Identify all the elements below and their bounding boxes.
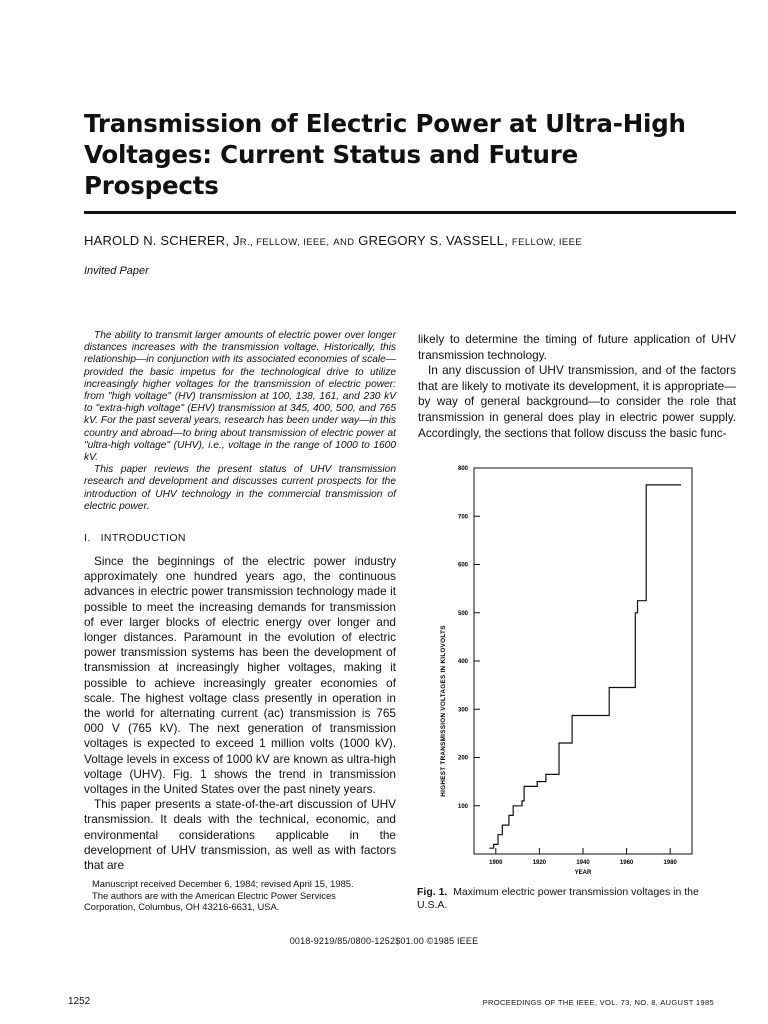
body-paragraph: In any discussion of UHV transmission, and of the factors that are likely to motivate its development, it is appropriate—by way of general background—to consider the role that transmission in general does play in electric power supply. Accordingly, the sections that follow discuss the basic func- [418,363,736,440]
chart-axes [474,468,692,854]
chart-ticks [458,466,678,866]
x-tick-label: 1920 [532,860,547,866]
figure-caption [417,886,717,911]
abstract-paragraph: The ability to transmit larger amounts of electric power over longer distances increases with the transmission voltage. Historically, this relationship—in conjunction with its associated economies of scale—provided the basic impetus for the technological drive to utilize increasingly higher voltages for the transmission of electric power: from "high voltage" (HV) transmission at 100, 138, 161, and 230 kV to "extra-high voltage" (EHV) transmission at 345, 400, 500, and 765 kV. For the past several years, research has been under way—in this country and abroad—to bring about transmission of electric power at "ultra-high voltage" (UHV), i.e., voltage in the range of 1000 to 1600 kV. [84,330,396,464]
figure-1-chart [440,464,710,884]
introduction-body [84,554,396,873]
y-tick-label: 300 [457,707,468,714]
author-line [84,233,582,248]
footnote-line: Manuscript received December 6, 1984; revised April 15, 1985. [92,878,354,889]
body-paragraph: Since the beginnings of the electric power industry approximately one hundred years ago, the continuous advances in electric power transmission technology made it possible to meet the increasing demands for transmission of ever larger blocks of electric energy over longer and longer distances. Paramount in the evolution of electric power transmission systems has been the development of transmission at increasingly higher voltages, making it possible to achieve increasingly greater economies of scale. The highest voltage class presently in operation in the world for alternating current (ac) transmission is 765 000 V (765 kV). The next generation of transmission voltages is expected to exceed 1 million volts (1000 kV). Voltage levels in excess of 1000 kV are known as ultra-high voltage (UHV). Fig. 1 shows the trend in transmission voltages in the United States over the past ninety years. [84,554,396,797]
figure-label: Fig. 1. [417,886,448,898]
journal-citation: PROCEEDINGS OF THE IEEE, VOL. 73, NO. 8, AUGUST 1985 [482,998,714,1007]
y-tick-label: 800 [457,466,468,472]
right-column-body [418,332,736,441]
y-tick-label: 600 [457,562,468,569]
section-title: INTRODUCTION [100,532,186,544]
y-tick-label: 500 [457,610,468,617]
section-heading [84,532,186,544]
author-and: AND [333,237,355,248]
y-tick-label: 100 [457,803,468,810]
y-axis-label: HIGHEST TRANSMISSION VOLTAGES IN KILOVOLTS [440,625,447,797]
footnote-line: The authors are with the American Electric Power Services Corporation, Columbus, OH 43216-6631, USA. [84,889,336,913]
plot-frame [474,468,692,854]
title-rule [84,211,736,214]
paper-title: Transmission of Electric Power at Ultra-High Voltages: Current Status and Future Prospects [84,109,686,200]
x-axis-label: YEAR [574,870,592,876]
author-2-role: FELLOW, IEEE [511,237,583,248]
x-tick-label: 1940 [576,860,590,866]
author-1-suffix: R. [239,237,251,248]
footnote [84,878,384,913]
copyright-code: 0018-9219/85/0800-1252$01.00 ©1985 IEEE [289,936,479,946]
y-tick-label: 700 [457,514,468,521]
abstract [84,330,396,513]
x-tick-label: 1960 [619,860,634,866]
section-number: I. [84,532,91,544]
body-paragraph: This paper presents a state-of-the-art discussion of UHV transmission. It deals with the technical, economic, and environmental considerations applicable in the development of UHV transmission, as well as with factors that are [84,797,396,873]
page-number: 1252 [68,996,91,1007]
author-1-role: , FELLOW, IEEE, [250,237,330,248]
author-1-name: HAROLD N. SCHERER, J [84,233,240,248]
abstract-paragraph: This paper reviews the present status of UHV transmission research and development and discusses current prospects for the introduction of UHV technology in the commercial transmission of electric power. [84,464,396,512]
body-paragraph: likely to determine the timing of future application of UHV transmission technology. [418,332,736,362]
author-2-name: GREGORY S. VASSELL, [358,233,509,248]
x-tick-label: 1980 [663,860,677,866]
y-tick-label: 200 [457,755,468,762]
figure-caption-text: Maximum electric power transmission voltages in the U.S.A. [417,886,699,911]
invited-paper-label: Invited Paper [84,265,149,277]
y-tick-label: 400 [457,659,468,665]
x-tick-label: 1900 [489,860,503,866]
voltage-step-line [489,485,681,848]
